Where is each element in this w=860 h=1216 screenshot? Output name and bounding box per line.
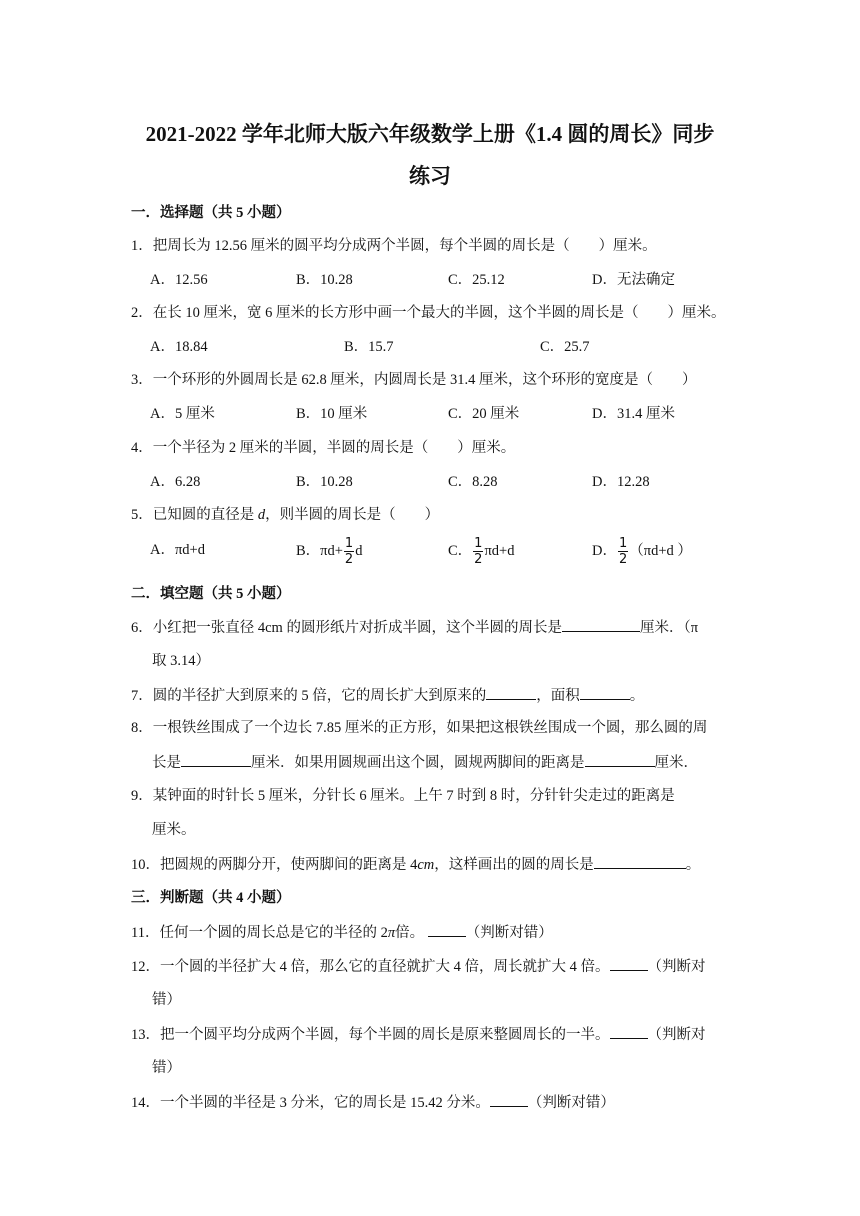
question-4: 4．一个半径为 2 厘米的半圆，半圆的周长是（ ）厘米。 (131, 440, 516, 456)
question-9-cont: 厘米。 (152, 822, 196, 838)
q3-option-a: A．5 厘米 (150, 406, 215, 422)
answer-blank[interactable] (486, 685, 536, 700)
question-9: 9．某钟面的时针长 5 厘米，分针长 6 厘米。上午 7 时到 8 时，分针针尖走过的距离是 (131, 788, 675, 804)
q4-option-b: B．10.28 (296, 474, 353, 490)
question-6: 6．小红把一张直径 4cm 的圆形纸片对折成半圆，这个半圆的周长是 厘米．（π (131, 617, 698, 638)
answer-blank[interactable] (181, 752, 251, 767)
question-3: 3．一个环形的外圆周长是 62.8 厘米，内圆周长是 31.4 厘米，这个环形的宽度是（ ） (131, 372, 697, 388)
q2-option-b: B．15.7 (344, 339, 394, 355)
q1-option-a: A．12.56 (150, 272, 208, 288)
answer-blank[interactable] (585, 752, 655, 767)
q3-option-c: C．20 厘米 (448, 406, 520, 422)
question-12: 12．一个圆的半径扩大 4 倍，那么它的直径就扩大 4 倍，周长就扩大 4 倍。 （判断对 (131, 956, 706, 977)
q4-option-c: C．8.28 (448, 474, 498, 490)
question-2: 2．在长 10 厘米，宽 6 厘米的长方形中画一个最大的半圆，这个半圆的周长是（ ）厘米。 (131, 305, 726, 321)
answer-blank[interactable] (428, 922, 466, 937)
answer-blank[interactable] (562, 617, 640, 632)
q1-option-c: C．25.12 (448, 272, 505, 288)
fraction-one-half: $\frac{1}{2}$ (618, 536, 628, 567)
q1-option-d: D．无法确定 (592, 272, 675, 288)
answer-blank[interactable] (594, 854, 686, 869)
q5-option-d: D． $\frac{1}{2}$ （πd+d ） (592, 536, 692, 567)
question-6-cont: 取 3.14） (152, 653, 210, 669)
answer-blank[interactable] (490, 1092, 528, 1107)
q5-option-a: A．πd+d (150, 542, 205, 558)
q3-option-b: B．10 厘米 (296, 406, 368, 422)
question-7: 7．圆的半径扩大到原来的 5 倍，它的周长扩大到原来的 ，面积 。 (131, 685, 644, 706)
question-13-cont: 错） (152, 1060, 181, 1076)
question-8-cont: 长是 厘米．如果用圆规画出这个圆，圆规两脚间的距离是 厘米． (152, 752, 698, 773)
answer-blank[interactable] (610, 956, 648, 971)
fraction-one-half: $\frac{1}{2}$ (474, 536, 483, 567)
answer-blank[interactable] (580, 685, 630, 700)
fraction-one-half: $\frac{1}{2}$ (344, 536, 354, 567)
section-heading-choice: 一．选择题（共 5 小题） (131, 205, 291, 221)
worksheet-title: 2021-2022 学年北师大版六年级数学上册《1.4 圆的周长》同步 (145, 122, 715, 146)
question-13: 13．把一个圆平均分成两个半圆，每个半圆的周长是原来整圆周长的一半。 （判断对 (131, 1024, 706, 1045)
question-12-cont: 错） (152, 992, 181, 1008)
answer-blank[interactable] (610, 1024, 648, 1039)
question-5: 5．已知圆的直径是 d，则半圆的周长是（ ） (131, 507, 440, 523)
question-1: 1．把周长为 12.56 厘米的圆平均分成两个半圆，每个半圆的周长是（ ）厘米。 (131, 238, 657, 254)
question-10: 10．把圆规的两脚分开，使两脚间的距离是 4cm，这样画出的圆的周长是 。 (131, 854, 700, 875)
question-8: 8．一根铁丝围成了一个边长 7.85 厘米的正方形，如果把这根铁丝围成一个圆，那么圆的周 (131, 720, 708, 736)
q2-option-c: C．25.7 (540, 339, 590, 355)
q5-option-b: B．πd+ $\frac{1}{2}$ d (296, 536, 363, 567)
question-11: 11．任何一个圆的周长总是它的半径的 2π倍。 （判断对错） (131, 922, 553, 943)
question-14: 14．一个半圆的半径是 3 分米，它的周长是 15.42 分米。 （判断对错） (131, 1092, 615, 1113)
q3-option-d: D．31.4 厘米 (592, 406, 675, 422)
section-heading-judge: 三．判断题（共 4 小题） (131, 890, 291, 906)
worksheet-title-cont: 练习 (409, 164, 451, 188)
q1-option-b: B．10.28 (296, 272, 353, 288)
q2-option-a: A．18.84 (150, 339, 208, 355)
q4-option-a: A．6.28 (150, 474, 201, 490)
q5-option-c: C． $\frac{1}{2}$ πd+d (448, 536, 515, 567)
section-heading-fill: 二．填空题（共 5 小题） (131, 586, 291, 602)
q4-option-d: D．12.28 (592, 474, 650, 490)
